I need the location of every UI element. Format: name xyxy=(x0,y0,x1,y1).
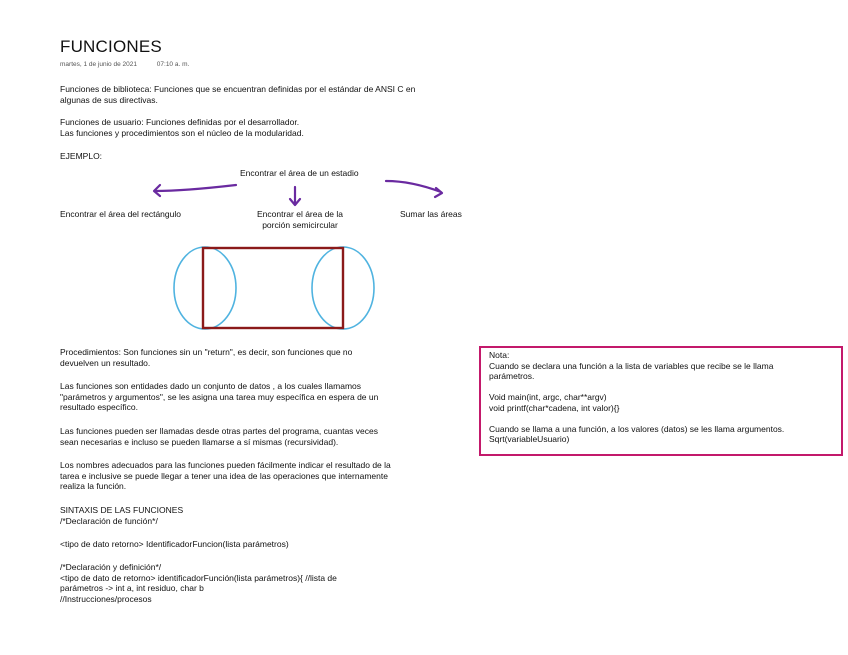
paragraph-entidades: Las funciones son entidades dado un conjunto de datos , a los cuales llamamos "parámetros y argumentos", se les asigna una tarea muy específica en espera de un resultado específico. xyxy=(60,381,379,412)
page-time: 07:10 a. m. xyxy=(156,61,190,68)
left-semicircle xyxy=(174,247,236,329)
arrow-to-right xyxy=(386,181,442,197)
syntax-declaration: <tipo de dato retorno> IdentificadorFuncion(lista parámetros) xyxy=(60,539,289,549)
diagram-right-label: Sumar las áreas xyxy=(400,209,462,219)
syntax-heading: SINTAXIS DE LAS FUNCIONES /*Declaración de función*/ xyxy=(60,505,184,526)
page-date: martes, 1 de junio de 2021 xyxy=(60,61,137,68)
arrow-to-left xyxy=(154,185,236,196)
paragraph-llamadas: Las funciones pueden ser llamadas desde otras partes del programa, cuantas veces sean necesarias e incluso se pueden llamarse a sí mismas (recursividad). xyxy=(60,426,378,447)
diagram-left-label: Encontrar el área del rectángulo xyxy=(60,209,181,219)
paragraph-funciones-biblioteca: Funciones de biblioteca: Funciones que se encuentran definidas por el estándar de ANSI C en algunas de sus directivas. xyxy=(60,84,416,105)
note-box: Nota: Cuando se declara una función a la lista de variables que recibe se le llama parámetros. Void main(int, argc, char**argv) void printf(char*cadena, int valor){} Cuando se llama a una función, a los valores (datos) se les llama argumentos. Sqrt(variableUsuario) xyxy=(479,346,843,456)
diagram-middle-label: Encontrar el área de la porción semicircular xyxy=(257,209,343,230)
arrow-to-middle xyxy=(290,187,300,205)
paragraph-funciones-usuario: Funciones de usuario: Funciones definidas por el desarrollador. Las funciones y procedimientos son el núcleo de la modularidad. xyxy=(60,117,304,138)
stadium-rectangle xyxy=(203,248,343,328)
diagram-root-label: Encontrar el área de un estadio xyxy=(240,168,359,178)
page-title: FUNCIONES xyxy=(60,37,162,56)
tree-arrows xyxy=(154,181,442,205)
ejemplo-label: EJEMPLO: xyxy=(60,151,103,161)
paragraph-nombres: Los nombres adecuados para las funciones pueden fácilmente indicar el resultado de la tarea e inclusive se puede llegar a tener una idea de las operaciones que internamente realiza la función. xyxy=(60,460,391,491)
syntax-definition: /*Declaración y definición*/ <tipo de dato de retorno> identificadorFunción(lista parámetros){ //lista de parámetros -> int a, int residuo, char b //Instrucciones/procesos xyxy=(60,562,337,604)
paragraph-procedimientos: Procedimientos: Son funciones sin un "return", es decir, son funciones que no devuelven un resultado. xyxy=(60,347,353,368)
